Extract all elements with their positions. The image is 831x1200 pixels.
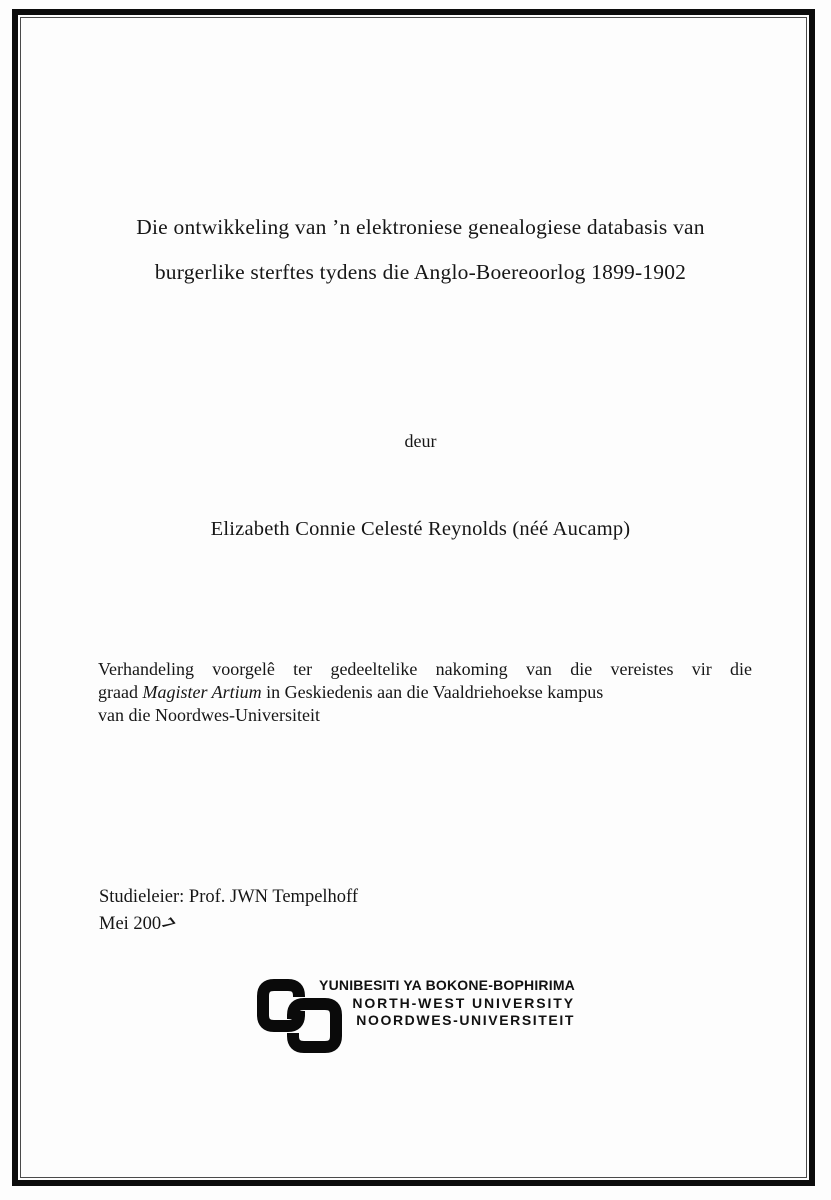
date-prefix: Mei 200 [99, 914, 162, 934]
statement-line2 [98, 681, 752, 704]
thesis-statement [98, 658, 752, 727]
supervisor-line: Studieleier: Prof. JWN Tempelhoff [99, 887, 359, 907]
date-last-digit: 7 [156, 914, 179, 935]
university-logo [257, 976, 587, 1056]
thesis-title [0, 205, 831, 295]
statement-line3: van die Noordwes-Universiteit [98, 705, 320, 725]
date-line [99, 914, 179, 935]
thesis-title-line1: Die ontwikkeling van ’n elektroniese genealogiese databasis van [136, 215, 705, 239]
statement-line2-pre: graad [98, 682, 143, 702]
logo-name-afrikaans: NOORDWES-UNIVERSITEIT [356, 1012, 575, 1028]
logo-name-setswana: YUNIBESITI YA BOKONE-BOPHIRIMA [319, 977, 575, 993]
byline: deur [404, 431, 437, 451]
thesis-title-line2: burgerlike sterftes tydens die Anglo-Boereoorlog 1899-1902 [154, 260, 687, 284]
university-logo-wordmark [319, 977, 575, 1030]
author-name: Elizabeth Connie Celesté Reynolds (néé Aucamp) [210, 518, 631, 540]
credits-block [99, 884, 358, 938]
statement-line1: Verhandeling voorgelê ter gedeeltelike nakoming van die vereistes vir die [98, 659, 752, 679]
statement-degree-name: Magister Artium [142, 682, 262, 702]
statement-line2-post: in Geskiedenis aan die Vaaldriehoekse kampus [261, 682, 604, 702]
logo-name-english: NORTH-WEST UNIVERSITY [352, 994, 575, 1011]
